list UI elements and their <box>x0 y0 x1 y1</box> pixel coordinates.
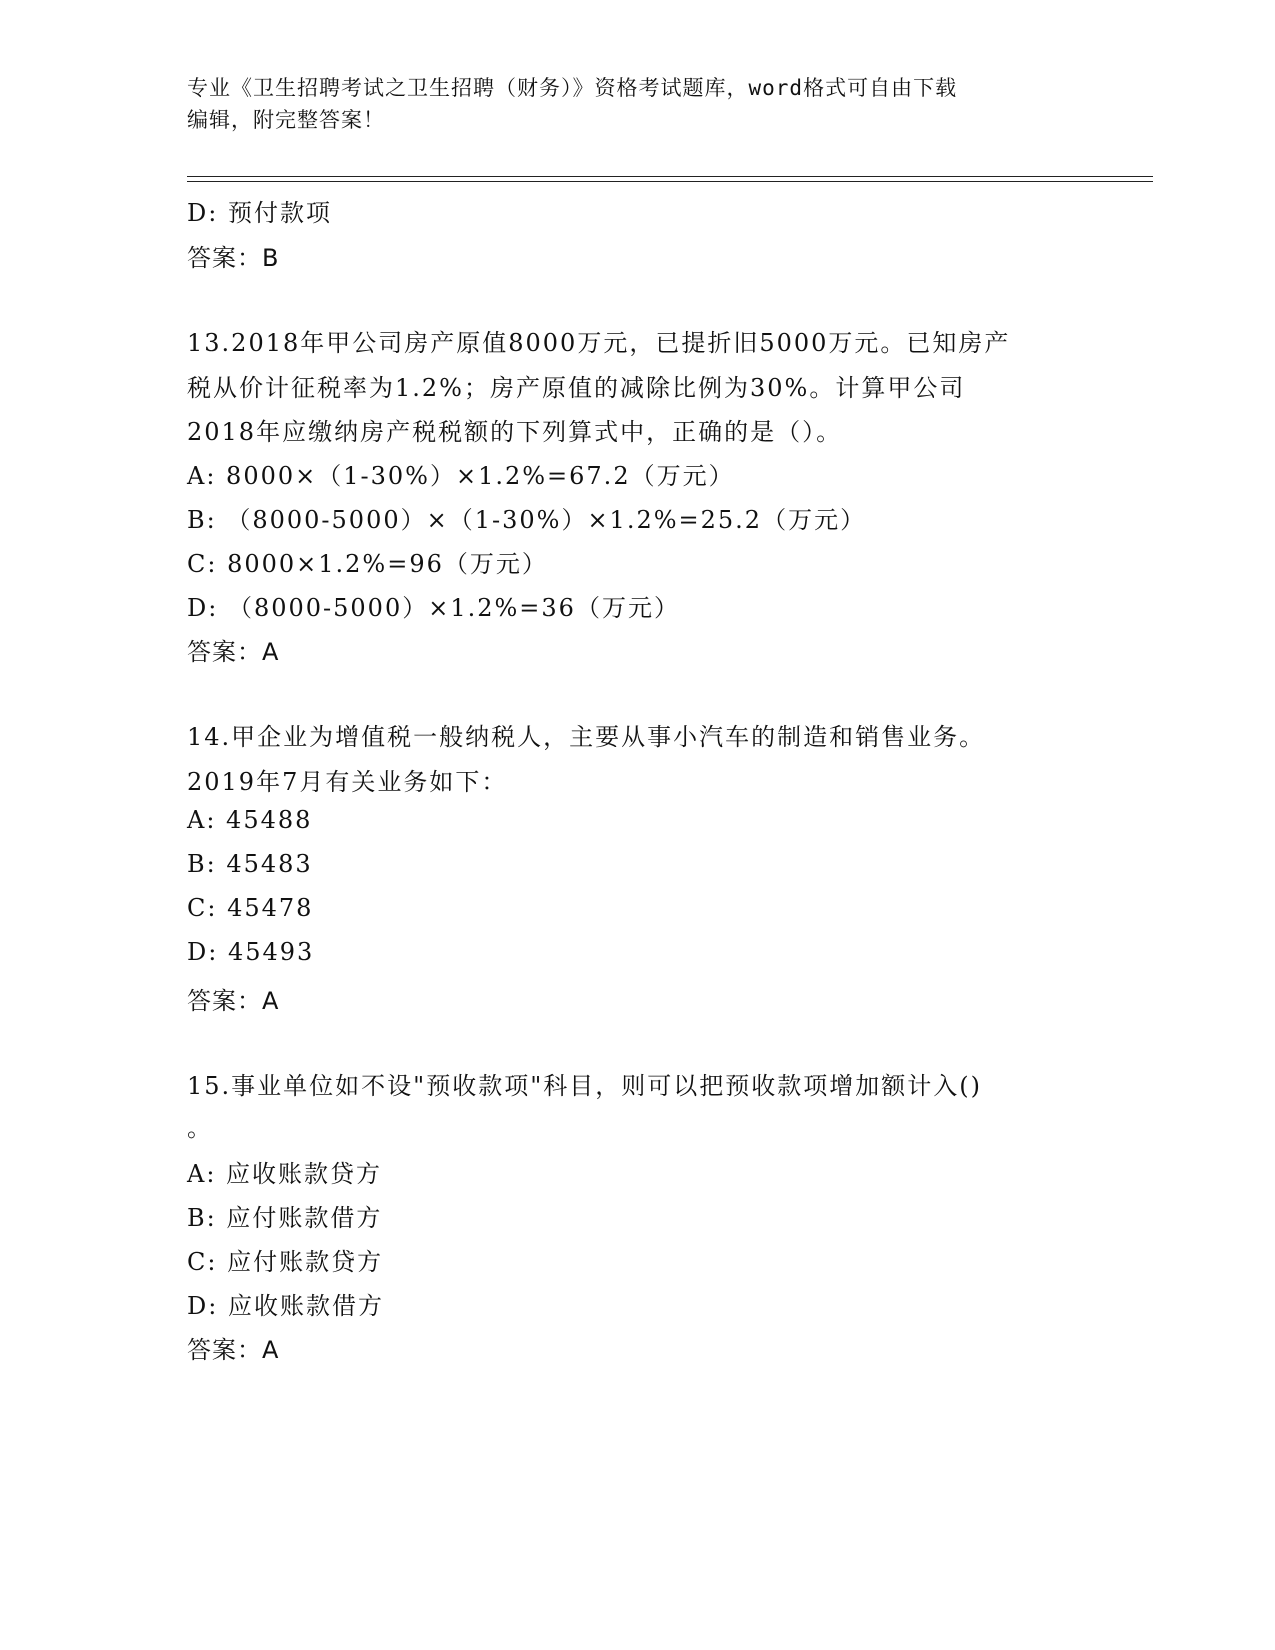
q13-option-b: B: （8000-5000）×（1-30%）×1.2%=25.2（万元） <box>187 506 867 534</box>
q13-answer: 答案：A <box>187 638 280 666</box>
q12-answer: 答案：B <box>187 244 280 272</box>
q13-stem-line-3: 2018年应缴纳房产税税额的下列算式中，正确的是（）。 <box>187 418 843 446</box>
q13-option-d: D: （8000-5000）×1.2%=36（万元） <box>187 594 680 622</box>
q14-option-c: C: 45478 <box>187 894 314 922</box>
header-line-1: 专业《卫生招聘考试之卫生招聘（财务）》资格考试题库，word格式可自由下载 <box>187 76 958 100</box>
header-line-2: 编辑，附完整答案！ <box>187 108 385 132</box>
q15-stem-line-1: 15.事业单位如不设"预收款项"科目，则可以把预收款项增加额计入() <box>187 1072 982 1100</box>
header-rule-top <box>187 176 1153 177</box>
q15-option-c: C: 应付账款贷方 <box>187 1248 384 1276</box>
q15-stem-line-2: 。 <box>187 1114 213 1142</box>
q13-stem-line-2: 税从价计征税率为1.2%；房产原值的减除比例为30%。计算甲公司 <box>187 374 966 402</box>
q14-stem-line-2: 2019年7月有关业务如下： <box>187 768 508 796</box>
q13-option-c: C: 8000×1.2%=96（万元） <box>187 550 548 578</box>
q15-option-d: D: 应收账款借方 <box>187 1292 384 1320</box>
header-rule-bottom <box>187 181 1153 182</box>
q15-option-b: B: 应付账款借方 <box>187 1204 383 1232</box>
q14-option-a: A: 45488 <box>187 806 313 834</box>
page-header <box>187 72 1087 136</box>
q14-stem-line-1: 14.甲企业为增值税一般纳税人，主要从事小汽车的制造和销售业务。 <box>187 723 986 751</box>
q15-option-a: A: 应收账款贷方 <box>187 1160 383 1188</box>
q14-answer: 答案：A <box>187 987 280 1015</box>
q14-option-d: D: 45493 <box>187 938 315 966</box>
q14-option-b: B: 45483 <box>187 850 313 878</box>
q15-answer: 答案：A <box>187 1336 280 1364</box>
q13-stem-line-1: 13.2018年甲公司房产原值8000万元，已提折旧5000万元。已知房产 <box>187 329 1011 357</box>
q13-option-a: A: 8000×（1-30%）×1.2%=67.2（万元） <box>187 462 735 490</box>
q12-option-d: D: 预付款项 <box>187 199 332 227</box>
